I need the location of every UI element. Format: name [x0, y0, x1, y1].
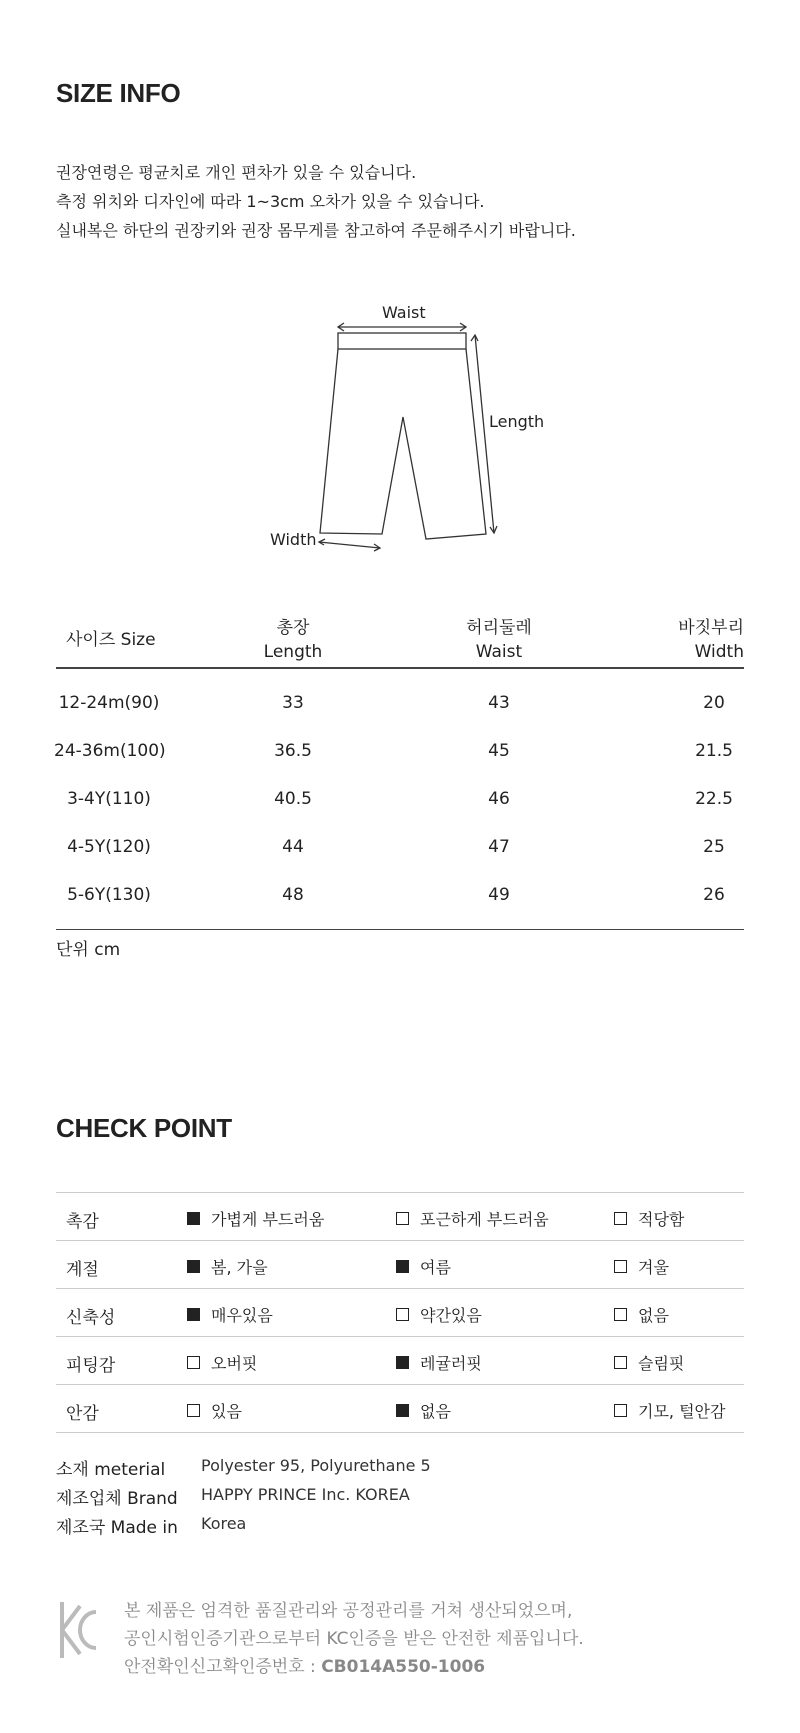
checkbox-icon [614, 1308, 627, 1321]
checkbox-icon [187, 1212, 200, 1225]
check-row-touch [56, 1193, 744, 1241]
check-option [396, 1351, 482, 1374]
option-label: 가볍게 부드러움 [211, 1210, 325, 1229]
spec-value: Polyester 95, Polyurethane 5 [201, 1456, 431, 1475]
check-option [187, 1303, 273, 1326]
check-row-fit [56, 1337, 744, 1385]
checkbox-icon [187, 1308, 200, 1321]
size-notes [56, 158, 576, 245]
option-label: 포근하게 부드러움 [420, 1210, 549, 1229]
header-length-en: Length [263, 642, 323, 662]
width-cell: 26 [703, 885, 725, 905]
kc-cert-number: CB014A550-1006 [321, 1657, 486, 1677]
length-cell: 48 [282, 885, 304, 905]
spec-key: 제조업체 Brand [56, 1489, 178, 1509]
check-option [396, 1399, 451, 1422]
table-row [56, 823, 744, 871]
kc-line: 공인시험인증기관으로부터 KC인증을 받은 안전한 제품입니다. [124, 1629, 584, 1649]
waist-cell: 43 [488, 693, 510, 713]
kc-cert-prefix: 안전확인신고확인증번호 : [124, 1657, 322, 1677]
waist-label: Waist [382, 303, 426, 322]
option-label: 여름 [420, 1258, 451, 1277]
size-cell: 3-4Y(110) [67, 789, 151, 809]
checkbox-icon [187, 1356, 200, 1369]
table-row [56, 871, 744, 919]
spec-value: HAPPY PRINCE Inc. KOREA [201, 1485, 410, 1504]
size-cell: 24-36m(100) [54, 741, 166, 761]
length-cell: 36.5 [274, 741, 312, 761]
width-cell: 21.5 [695, 741, 733, 761]
checkbox-icon [396, 1356, 409, 1369]
check-option [614, 1351, 684, 1374]
checkbox-icon [614, 1212, 627, 1225]
check-row-label: 촉감 [66, 1212, 99, 1232]
spec-key: 제조국 Made in [56, 1518, 178, 1538]
size-cell: 4-5Y(120) [67, 837, 151, 857]
option-label: 매우있음 [211, 1306, 273, 1325]
option-label: 겨울 [638, 1258, 669, 1277]
length-cell: 44 [282, 837, 304, 857]
table-row [56, 679, 744, 727]
width-label: Width [270, 530, 317, 549]
header-waist-en: Waist [475, 642, 523, 662]
pants-measurement-diagram [0, 290, 800, 560]
kc-mark-icon [56, 1598, 100, 1662]
size-table-header [56, 612, 744, 669]
unit-label: 단위 cm [56, 940, 121, 960]
check-option [187, 1207, 324, 1230]
waist-cell: 47 [488, 837, 510, 857]
option-label: 없음 [420, 1402, 451, 1421]
kc-line [124, 1653, 584, 1681]
check-row-lining [56, 1385, 744, 1433]
checkbox-icon [187, 1260, 200, 1273]
kc-line: 본 제품은 엄격한 품질관리와 공정관리를 거쳐 생산되었으며, [124, 1601, 573, 1621]
header-size: 사이즈 Size [66, 630, 156, 650]
checkbox-icon [614, 1404, 627, 1417]
option-label: 적당함 [638, 1210, 685, 1229]
option-label: 약간있음 [420, 1306, 482, 1325]
option-label: 슬림핏 [638, 1354, 685, 1373]
width-cell: 25 [703, 837, 725, 857]
length-label: Length [489, 412, 545, 431]
option-label: 봄, 가을 [211, 1258, 268, 1277]
header-length-ko: 총장 [276, 618, 310, 638]
table-bottom-divider [56, 929, 744, 930]
width-cell: 20 [703, 693, 725, 713]
check-point-table [56, 1192, 744, 1433]
check-row-stretch [56, 1289, 744, 1337]
waist-cell: 49 [488, 885, 510, 905]
check-row-label: 피팅감 [66, 1356, 116, 1376]
header-width-ko: 바짓부리 [678, 618, 744, 638]
size-table [56, 612, 744, 930]
check-option [614, 1207, 684, 1230]
note-line: 측정 위치와 디자인에 따라 1~3cm 오차가 있을 수 있습니다. [56, 192, 485, 211]
check-option [396, 1255, 451, 1278]
checkbox-icon [396, 1260, 409, 1273]
header-waist [444, 616, 554, 664]
checkbox-icon [614, 1356, 627, 1369]
spec-key: 소재 meterial [56, 1460, 166, 1480]
check-option [614, 1399, 725, 1422]
size-cell: 5-6Y(130) [67, 885, 151, 905]
size-info-title: SIZE INFO [56, 78, 181, 108]
option-label: 없음 [638, 1306, 669, 1325]
header-width-en: Width [694, 642, 744, 662]
check-option [187, 1255, 268, 1278]
check-row-label: 신축성 [66, 1308, 116, 1328]
header-length [238, 616, 348, 664]
check-option [187, 1399, 242, 1422]
pants-outline-drawing [0, 290, 800, 560]
note-line: 실내복은 하단의 권장키와 권장 몸무게를 참고하여 주문해주시기 바랍니다. [56, 221, 576, 240]
option-label: 기모, 털안감 [638, 1402, 726, 1421]
check-option [614, 1255, 669, 1278]
checkbox-icon [396, 1404, 409, 1417]
kc-certification-text [124, 1597, 584, 1681]
option-label: 레귤러핏 [420, 1354, 482, 1373]
table-row [56, 775, 744, 823]
option-label: 오버핏 [211, 1354, 258, 1373]
size-cell: 12-24m(90) [58, 693, 160, 713]
waist-cell: 46 [488, 789, 510, 809]
checkbox-icon [614, 1260, 627, 1273]
check-option [396, 1207, 549, 1230]
checkbox-icon [396, 1308, 409, 1321]
check-option [187, 1351, 257, 1374]
length-cell: 40.5 [274, 789, 312, 809]
length-cell: 33 [282, 693, 304, 713]
header-width [678, 616, 744, 664]
checkbox-icon [396, 1212, 409, 1225]
check-point-title: CHECK POINT [56, 1113, 232, 1143]
width-cell: 22.5 [695, 789, 733, 809]
spec-value: Korea [201, 1514, 247, 1533]
checkbox-icon [187, 1404, 200, 1417]
header-waist-ko: 허리둘레 [466, 618, 532, 638]
waist-cell: 45 [488, 741, 510, 761]
check-row-season [56, 1241, 744, 1289]
check-option [614, 1303, 669, 1326]
table-row [56, 727, 744, 775]
option-label: 있음 [211, 1402, 242, 1421]
check-option [396, 1303, 482, 1326]
check-row-label: 안감 [66, 1404, 99, 1424]
note-line: 권장연령은 평균치로 개인 편차가 있을 수 있습니다. [56, 163, 417, 182]
check-row-label: 계절 [66, 1260, 99, 1280]
